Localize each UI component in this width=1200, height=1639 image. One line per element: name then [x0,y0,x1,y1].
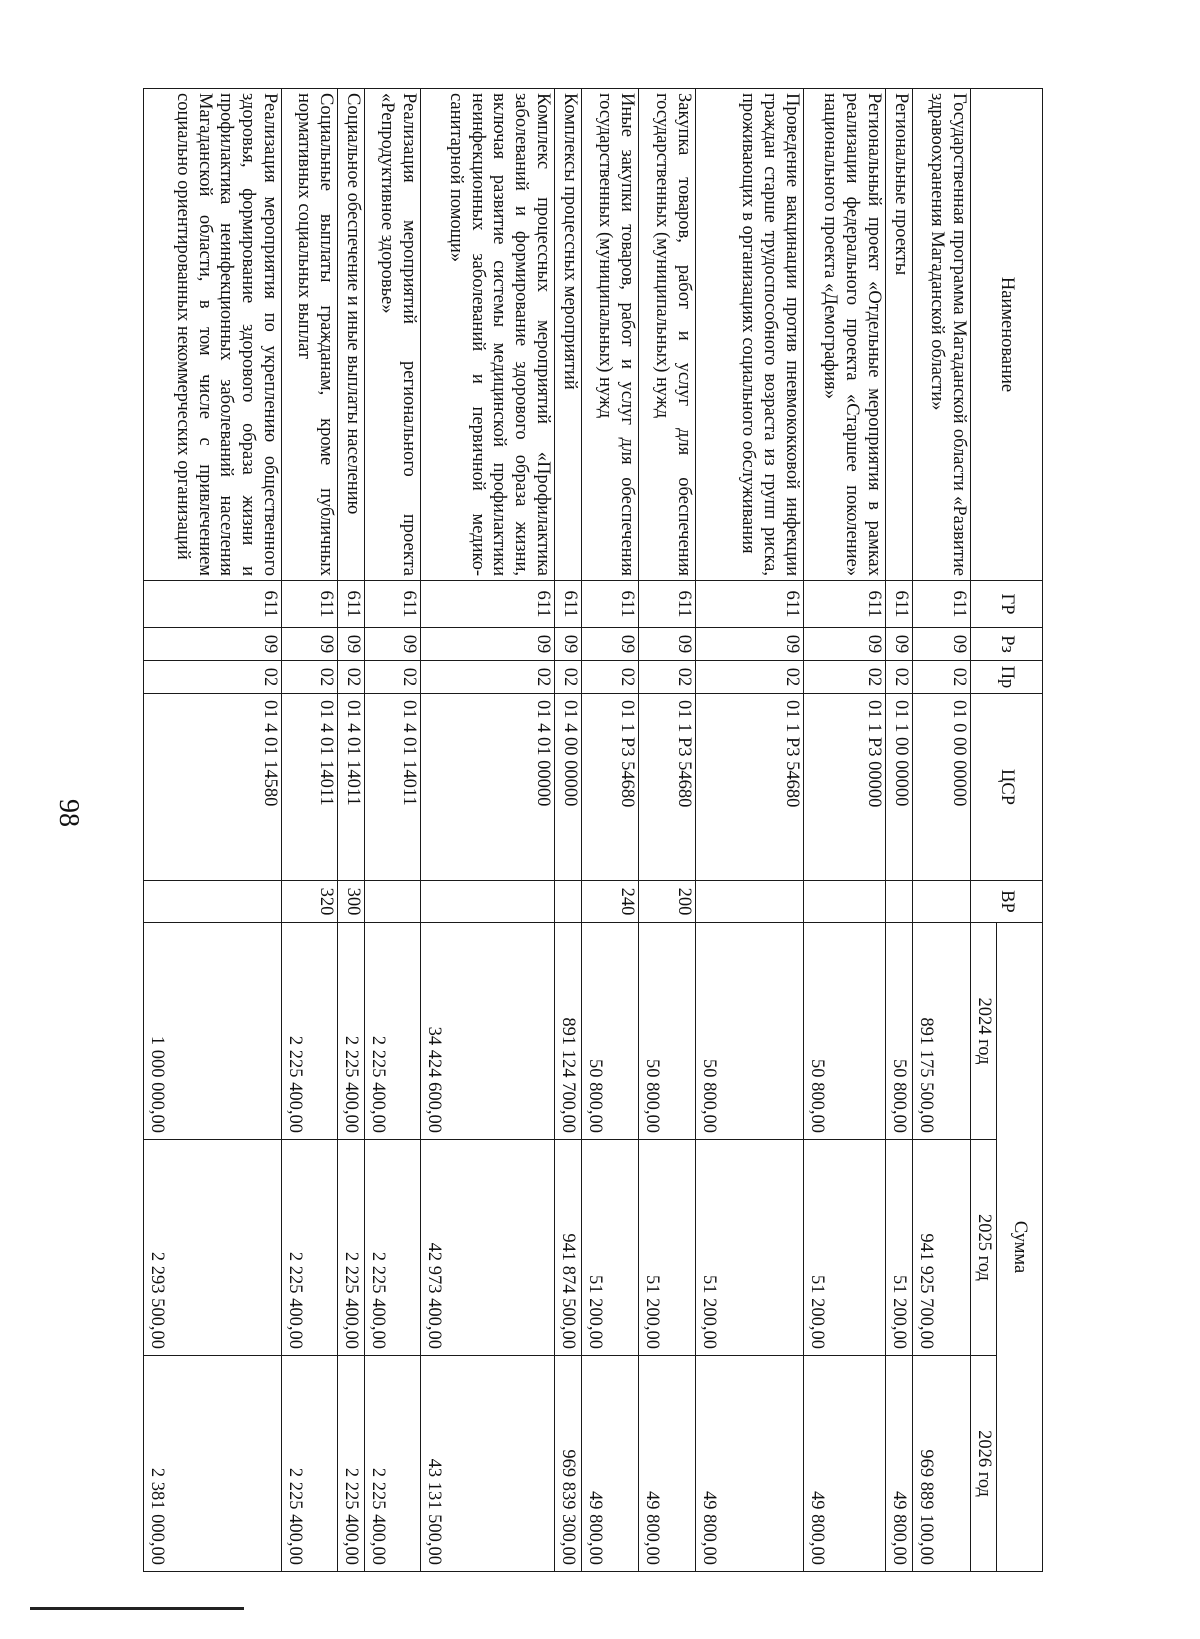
row-vr: 320 [282,881,338,923]
header-name: Наименование [971,89,1043,581]
row-gr: 611 [804,581,886,628]
header-vr: ВР [971,881,1043,923]
row-amount-2026: 2 381 000,00 [144,1356,282,1572]
row-amount-2026: 2 225 400,00 [365,1356,421,1572]
row-rz: 09 [282,628,338,661]
row-rz: 09 [696,628,804,661]
row-amount-2024: 2 225 400,00 [338,923,365,1140]
header-year-2025: 2025 год [971,1140,997,1356]
row-amount-2024: 50 800,00 [696,923,804,1140]
table-row [639,89,696,1572]
row-csr: 01 4 01 14011 [365,694,421,881]
row-gr: 611 [696,581,804,628]
row-gr: 611 [338,581,365,628]
row-name: Социальные выплаты гражданам, кроме публичных нормативных социальных выплат [282,89,338,581]
footer-divider-line [30,1607,244,1610]
row-gr: 611 [639,581,696,628]
row-rz: 09 [421,628,555,661]
table-row [282,89,338,1572]
table-row [365,89,421,1572]
row-gr: 611 [582,581,639,628]
row-vr [555,881,582,923]
row-amount-2024: 50 800,00 [582,923,639,1140]
budget-table [143,88,1043,1572]
row-amount-2026: 2 225 400,00 [282,1356,338,1572]
row-amount-2024: 34 424 600,00 [421,923,555,1140]
row-gr: 611 [886,581,913,628]
row-csr: 01 4 01 14011 [338,694,365,881]
row-amount-2024: 2 225 400,00 [365,923,421,1140]
row-name: Иные закупки товаров, работ и услуг для обеспечения государственных (муниципальных) нужд [582,89,639,581]
row-amount-2024: 50 800,00 [804,923,886,1140]
row-amount-2024: 50 800,00 [886,923,913,1140]
row-name: Региональный проект «Отдельные мероприятия в рамках реализации федерального проекта «Старшее поколение» национального проекта «Демография» [804,89,886,581]
rotated-table-container [146,88,1043,1571]
row-amount-2025: 51 200,00 [639,1140,696,1356]
row-gr: 611 [282,581,338,628]
header-year-2026: 2026 год [971,1356,997,1572]
row-name: Реализация мероприятия по укреплению общественного здоровья, формирование здорового образа жизни и профилактика неинфекционных заболеваний населения Магаданской области, в том числе с привлечением социально ориентированных некоммерческих организаций [144,89,282,581]
row-pr: 02 [913,661,971,694]
header-gr: ГР [971,581,1043,628]
row-vr [421,881,555,923]
row-rz: 09 [338,628,365,661]
row-amount-2026: 969 889 100,00 [913,1356,971,1572]
row-name: Комплекс процессных мероприятий «Профилактика заболеваний и формирование здорового образа жизни, включая развитие системы медицинской профилактики неинфекционных заболеваний и первичной медико-санитарной помощи» [421,89,555,581]
row-name: Социальное обеспечение и иные выплаты населению [338,89,365,581]
row-vr [804,881,886,923]
row-amount-2026: 49 800,00 [582,1356,639,1572]
row-name: Реализация мероприятий регионального проекта «Репродуктивное здоровье» [365,89,421,581]
table-row [913,89,971,1572]
row-csr: 01 4 01 00000 [421,694,555,881]
row-rz: 09 [365,628,421,661]
row-amount-2025: 2 225 400,00 [365,1140,421,1356]
table-row [886,89,913,1572]
row-name: Комплексы процессных мероприятий [555,89,582,581]
row-amount-2025: 42 973 400,00 [421,1140,555,1356]
header-row-top [997,89,1043,1572]
row-csr: 01 1 Р3 54680 [639,694,696,881]
row-pr: 02 [582,661,639,694]
header-sum: Сумма [997,923,1043,1572]
table-row [804,89,886,1572]
row-amount-2026: 2 225 400,00 [338,1356,365,1572]
row-name: Государственная программа Магаданской области «Развитие здравоохранения Магаданской области» [913,89,971,581]
row-amount-2025: 51 200,00 [696,1140,804,1356]
row-gr: 611 [421,581,555,628]
row-amount-2026: 49 800,00 [804,1356,886,1572]
row-pr: 02 [804,661,886,694]
row-rz: 09 [144,628,282,661]
row-csr: 01 1 Р3 00000 [804,694,886,881]
row-vr: 240 [582,881,639,923]
row-name: Закупка товаров, работ и услуг для обеспечения государственных (муниципальных) нужд [639,89,696,581]
header-rz: Рз [971,628,1043,661]
row-amount-2025: 2 225 400,00 [338,1140,365,1356]
row-amount-2026: 49 800,00 [696,1356,804,1572]
row-gr: 611 [913,581,971,628]
row-name: Проведение вакцинации против пневмококковой инфекции граждан старше трудоспособного возраста из групп риска, проживающих в организациях социального обслуживания [696,89,804,581]
row-vr [886,881,913,923]
row-pr: 02 [696,661,804,694]
row-pr: 02 [886,661,913,694]
row-name: Региональные проекты [886,89,913,581]
row-vr [365,881,421,923]
table-row [582,89,639,1572]
row-amount-2025: 51 200,00 [804,1140,886,1356]
row-amount-2026: 49 800,00 [886,1356,913,1572]
row-amount-2024: 2 225 400,00 [282,923,338,1140]
row-rz: 09 [639,628,696,661]
row-gr: 611 [365,581,421,628]
row-rz: 09 [555,628,582,661]
row-rz: 09 [913,628,971,661]
row-amount-2024: 1 000 000,00 [144,923,282,1140]
header-pr: Пр [971,661,1043,694]
row-pr: 02 [365,661,421,694]
row-amount-2025: 2 225 400,00 [282,1140,338,1356]
row-pr: 02 [282,661,338,694]
row-csr: 01 1 Р3 54680 [696,694,804,881]
row-csr: 01 4 01 14011 [282,694,338,881]
row-vr: 200 [639,881,696,923]
table-row [338,89,365,1572]
page-number: 98 [53,799,84,827]
row-pr: 02 [555,661,582,694]
row-amount-2025: 51 200,00 [582,1140,639,1356]
row-pr: 02 [144,661,282,694]
row-vr [696,881,804,923]
row-vr [913,881,971,923]
row-amount-2024: 891 124 700,00 [555,923,582,1140]
row-amount-2025: 51 200,00 [886,1140,913,1356]
row-amount-2024: 50 800,00 [639,923,696,1140]
header-year-2024: 2024 год [971,923,997,1140]
row-gr: 611 [555,581,582,628]
row-amount-2024: 891 175 500,00 [913,923,971,1140]
row-rz: 09 [582,628,639,661]
row-amount-2025: 941 925 700,00 [913,1140,971,1356]
row-vr [144,881,282,923]
row-csr: 01 1 Р3 54680 [582,694,639,881]
row-csr: 01 0 00 00000 [913,694,971,881]
table-row [144,89,282,1572]
row-csr: 01 4 00 00000 [555,694,582,881]
row-csr: 01 4 01 14580 [144,694,282,881]
table-body [144,89,971,1572]
row-pr: 02 [421,661,555,694]
row-csr: 01 1 00 00000 [886,694,913,881]
row-rz: 09 [804,628,886,661]
table-row [421,89,555,1572]
row-pr: 02 [639,661,696,694]
row-amount-2026: 49 800,00 [639,1356,696,1572]
row-rz: 09 [886,628,913,661]
header-csr: ЦСР [971,694,1043,881]
row-amount-2026: 969 839 300,00 [555,1356,582,1572]
row-amount-2025: 2 293 500,00 [144,1140,282,1356]
table-row [696,89,804,1572]
row-pr: 02 [338,661,365,694]
row-gr: 611 [144,581,282,628]
row-vr: 300 [338,881,365,923]
row-amount-2026: 43 131 500,00 [421,1356,555,1572]
row-amount-2025: 941 874 500,00 [555,1140,582,1356]
table-row [555,89,582,1572]
